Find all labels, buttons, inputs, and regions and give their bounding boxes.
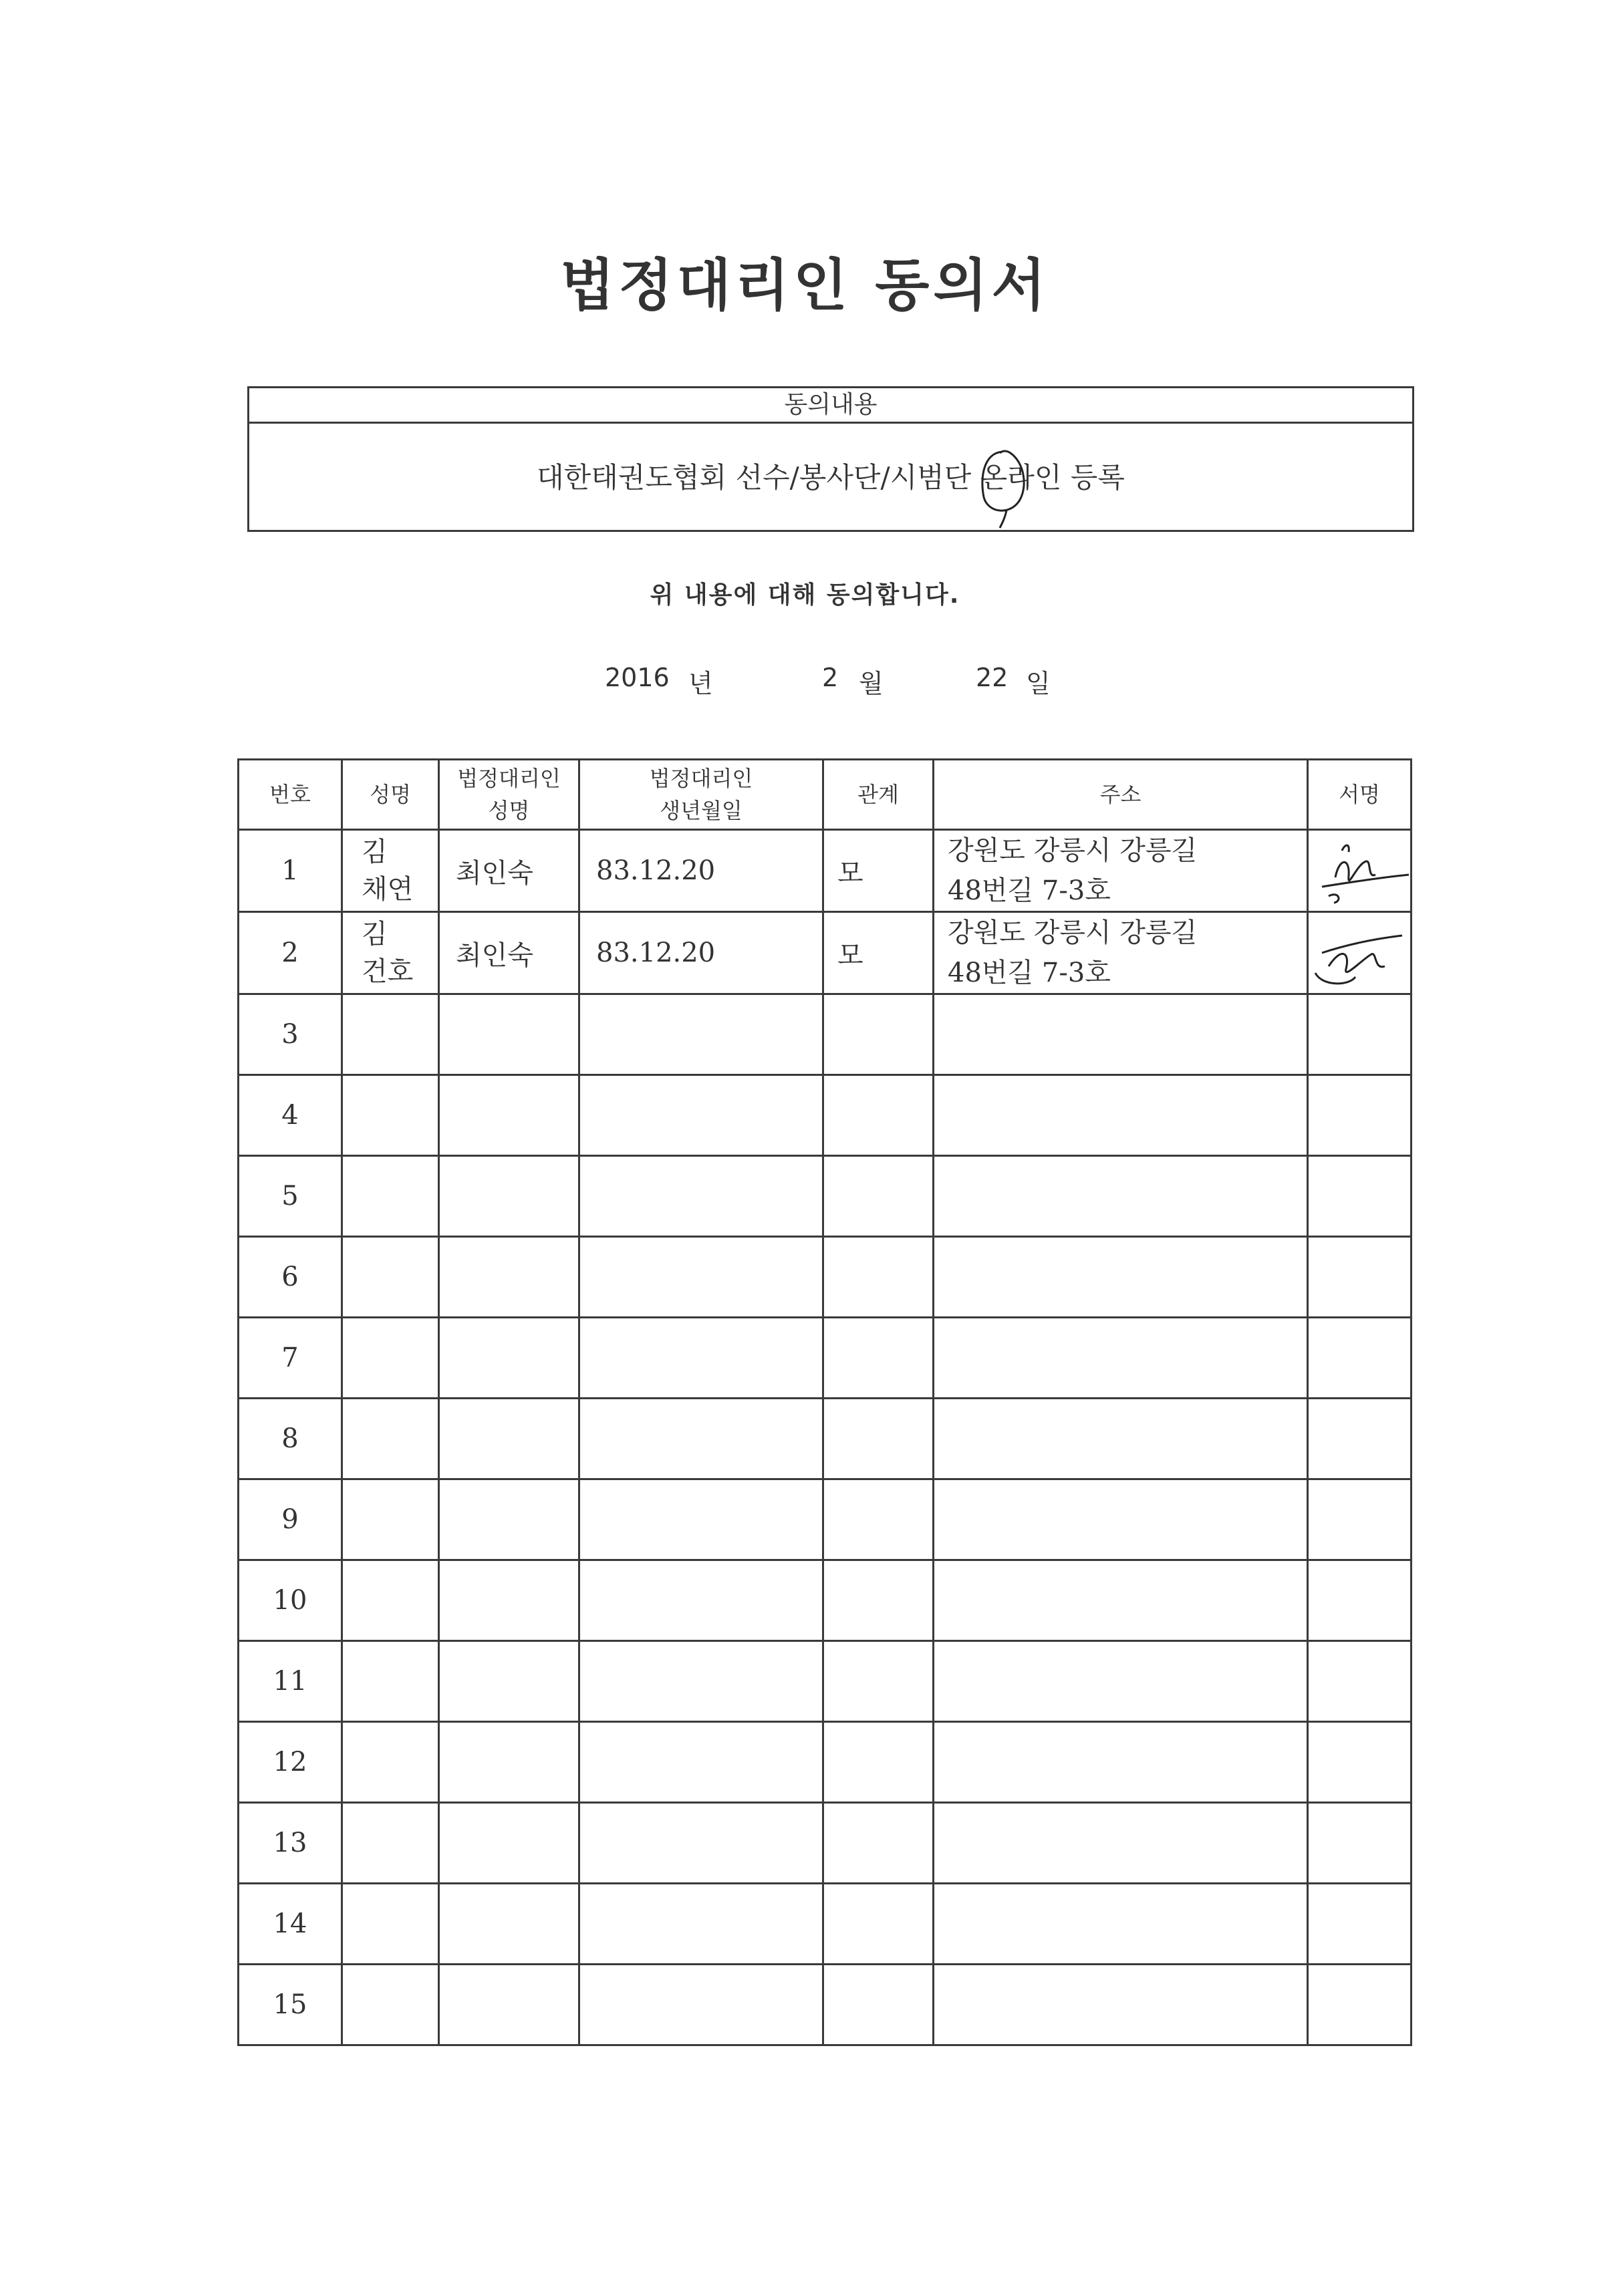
cell-number: 8 — [239, 1399, 342, 1479]
cell-name — [342, 1237, 439, 1318]
cell-name-line1: 김 — [362, 919, 388, 950]
cell-rep-name: 최인숙 — [439, 912, 579, 994]
cell-address — [934, 912, 1308, 994]
handwritten-signature — [1302, 919, 1416, 993]
cell-rep-name — [439, 1641, 579, 1722]
cell-signature — [1308, 1156, 1412, 1237]
cell-address — [934, 1479, 1308, 1560]
cell-number: 6 — [239, 1237, 342, 1318]
cell-name — [342, 1884, 439, 1965]
cell-relation — [823, 1560, 934, 1641]
cell-rep-name: 최인숙 — [439, 830, 579, 912]
cell-signature — [1308, 1237, 1412, 1318]
cell-address-line1: 강원도 강릉시 강릉길 — [948, 917, 1198, 948]
cell-rep-name — [439, 1237, 579, 1318]
date-month: 2 — [822, 663, 839, 692]
cell-rep-dob — [579, 1479, 823, 1560]
cell-relation — [823, 994, 934, 1075]
table-row — [239, 1156, 1412, 1237]
cell-name — [342, 1641, 439, 1722]
table-row — [239, 1399, 1412, 1479]
cell-number: 13 — [239, 1803, 342, 1884]
cell-rep-name — [439, 1479, 579, 1560]
cell-address — [934, 1075, 1308, 1156]
table-row — [239, 1641, 1412, 1722]
cell-address — [934, 994, 1308, 1075]
consent-body — [249, 424, 1412, 532]
cell-rep-name — [439, 1156, 579, 1237]
cell-address-line2: 48번길 7-3호 — [948, 875, 1111, 906]
cell-address — [934, 1156, 1308, 1237]
consent-content-box — [247, 386, 1414, 532]
header-name: 성명 — [342, 760, 439, 830]
cell-rep-dob — [579, 1560, 823, 1641]
table-row — [239, 1722, 1412, 1803]
cell-relation — [823, 1399, 934, 1479]
cell-address — [934, 1318, 1308, 1399]
cell-number: 10 — [239, 1560, 342, 1641]
cell-rep-name — [439, 1318, 579, 1399]
header-rep-dob-line2: 생년월일 — [660, 798, 743, 823]
cell-signature — [1308, 1641, 1412, 1722]
cell-number: 12 — [239, 1722, 342, 1803]
cell-name — [342, 1722, 439, 1803]
cell-rep-dob — [579, 1318, 823, 1399]
cell-name — [342, 912, 439, 994]
cell-name — [342, 1479, 439, 1560]
cell-address — [934, 830, 1308, 912]
table-row — [239, 1479, 1412, 1560]
cell-signature — [1308, 1479, 1412, 1560]
cell-number: 11 — [239, 1641, 342, 1722]
date-year: 2016 — [605, 663, 670, 692]
header-rep-dob — [579, 760, 823, 830]
cell-rep-dob — [579, 1965, 823, 2045]
header-rep-name — [439, 760, 579, 830]
cell-address — [934, 1965, 1308, 2045]
cell-name — [342, 1318, 439, 1399]
cell-name — [342, 1560, 439, 1641]
consent-statement: 위 내용에 대해 동의합니다. — [650, 581, 960, 609]
cell-address — [934, 1884, 1308, 1965]
cell-signature — [1308, 1722, 1412, 1803]
table-row — [239, 1075, 1412, 1156]
cell-number: 14 — [239, 1884, 342, 1965]
cell-rep-dob — [579, 1884, 823, 1965]
cell-rep-name — [439, 1560, 579, 1641]
cell-relation — [823, 1237, 934, 1318]
cell-relation — [823, 1965, 934, 2045]
cell-signature — [1308, 1399, 1412, 1479]
table-body — [239, 830, 1412, 2045]
cell-signature — [1308, 1318, 1412, 1399]
table-row — [239, 1318, 1412, 1399]
cell-name-line2: 채연 — [362, 874, 414, 905]
cell-address — [934, 1399, 1308, 1479]
cell-relation: 모 — [823, 830, 934, 912]
cell-rep-name — [439, 1884, 579, 1965]
cell-rep-name — [439, 1399, 579, 1479]
cell-name — [342, 994, 439, 1075]
table-row — [239, 1803, 1412, 1884]
cell-rep-name — [439, 994, 579, 1075]
header-relation: 관계 — [823, 760, 934, 830]
header-rep-name-line1: 법정대리인 — [457, 766, 561, 791]
header-rep-name-line2: 성명 — [488, 798, 530, 823]
table-row — [239, 994, 1412, 1075]
cell-signature — [1308, 1965, 1412, 2045]
table-row — [239, 1560, 1412, 1641]
cell-number: 1 — [239, 830, 342, 912]
cell-rep-dob — [579, 1641, 823, 1722]
date-year-unit: 년 — [688, 669, 713, 698]
cell-address-line2: 48번길 7-3호 — [948, 958, 1111, 988]
header-rep-dob-line1: 법정대리인 — [649, 766, 753, 791]
cell-signature — [1308, 830, 1412, 912]
cell-rep-dob — [579, 1237, 823, 1318]
header-number: 번호 — [239, 760, 342, 830]
cell-rep-name — [439, 1965, 579, 2045]
table-row — [239, 830, 1412, 912]
date-day: 22 — [976, 663, 1009, 692]
handwritten-signature — [1302, 837, 1416, 911]
cell-rep-dob — [579, 1075, 823, 1156]
cell-relation — [823, 1479, 934, 1560]
consent-header: 동의내용 — [249, 388, 1412, 424]
cell-address — [934, 1722, 1308, 1803]
cell-name-line1: 김 — [362, 837, 388, 867]
cell-number: 4 — [239, 1075, 342, 1156]
cell-name — [342, 1075, 439, 1156]
header-signature: 서명 — [1308, 760, 1412, 830]
cell-signature — [1308, 1075, 1412, 1156]
date-day-unit: 일 — [1026, 669, 1051, 698]
table-row — [239, 1884, 1412, 1965]
cell-relation — [823, 1641, 934, 1722]
cell-relation — [823, 1884, 934, 1965]
cell-rep-dob: 83.12.20 — [579, 912, 823, 994]
cell-relation — [823, 1075, 934, 1156]
cell-signature — [1308, 1560, 1412, 1641]
cell-rep-dob — [579, 1722, 823, 1803]
cell-address — [934, 1560, 1308, 1641]
header-address: 주소 — [934, 760, 1308, 830]
cell-name — [342, 1156, 439, 1237]
cell-name — [342, 1399, 439, 1479]
cell-number: 9 — [239, 1479, 342, 1560]
cell-address — [934, 1641, 1308, 1722]
handwritten-circle-mark — [976, 444, 1029, 531]
consent-text: 대한태권도협회 선수/봉사단/시범단 온라인 등록 — [537, 461, 1125, 494]
cell-name — [342, 1965, 439, 2045]
cell-number: 7 — [239, 1318, 342, 1399]
cell-address-line1: 강원도 강릉시 강릉길 — [948, 835, 1198, 866]
cell-name — [342, 830, 439, 912]
cell-name — [342, 1803, 439, 1884]
registration-table — [237, 758, 1412, 2046]
cell-relation — [823, 1156, 934, 1237]
cell-rep-name — [439, 1803, 579, 1884]
cell-signature — [1308, 1803, 1412, 1884]
cell-name-line2: 건호 — [362, 956, 414, 987]
table-header-row — [239, 760, 1412, 830]
cell-number: 2 — [239, 912, 342, 994]
cell-number: 15 — [239, 1965, 342, 2045]
cell-relation — [823, 1803, 934, 1884]
cell-rep-dob — [579, 1399, 823, 1479]
cell-rep-dob — [579, 1156, 823, 1237]
date-month-unit: 월 — [859, 669, 884, 698]
cell-rep-dob — [579, 1803, 823, 1884]
cell-rep-name — [439, 1075, 579, 1156]
cell-relation: 모 — [823, 912, 934, 994]
table-row — [239, 1237, 1412, 1318]
cell-address — [934, 1803, 1308, 1884]
cell-signature — [1308, 1884, 1412, 1965]
cell-signature — [1308, 912, 1412, 994]
cell-signature — [1308, 994, 1412, 1075]
cell-address — [934, 1237, 1308, 1318]
cell-number: 5 — [239, 1156, 342, 1237]
table-row — [239, 912, 1412, 994]
document-title: 법정대리인 동의서 — [560, 252, 1050, 318]
cell-relation — [823, 1722, 934, 1803]
cell-rep-name — [439, 1722, 579, 1803]
cell-relation — [823, 1318, 934, 1399]
table-row — [239, 1965, 1412, 2045]
cell-rep-dob: 83.12.20 — [579, 830, 823, 912]
cell-rep-dob — [579, 994, 823, 1075]
cell-number: 3 — [239, 994, 342, 1075]
